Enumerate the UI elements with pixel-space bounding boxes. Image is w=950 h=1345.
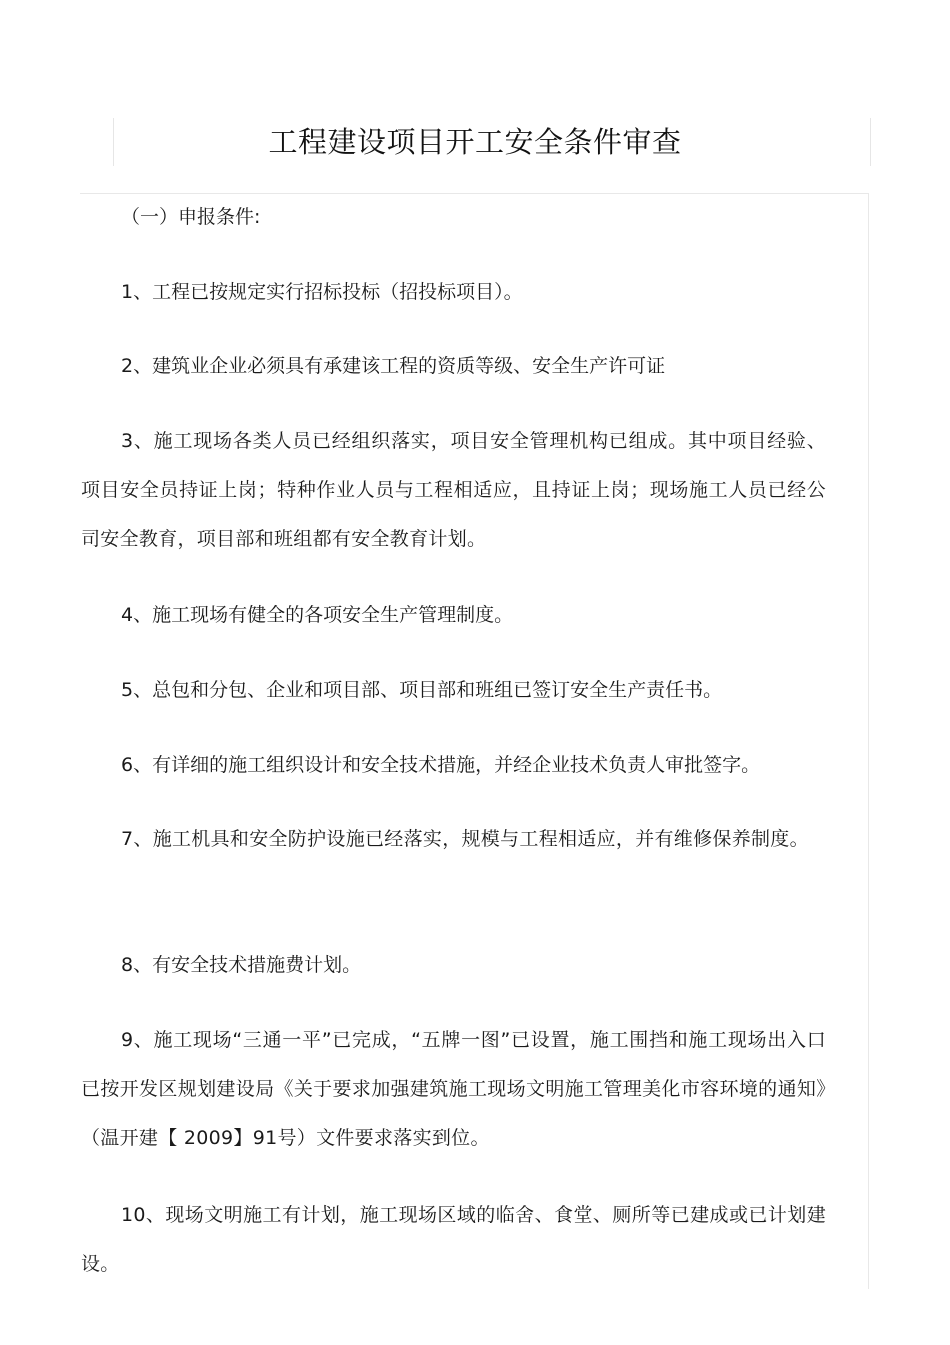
page-title: 工程建设项目开工安全条件审查 <box>268 125 682 159</box>
paragraph-3: 3、施工现场各类人员已经组织落实，项目安全管理机构已组成。其中项目经验、项目安全员持证上岗；特种作业人员与工程相适应，且持证上岗；现场施工人员已经公司安全教育，项目部和班组都有安全教育计划。 <box>81 430 826 550</box>
paragraph-9: 9、施工现场“三通一平”已完成，“五牌一图”已设置，施工围挡和施工现场出入口已按开发区规划建设局《关于要求加强建筑施工现场文明施工管理美化市容环境的通知》（温开建【 2009】91号）文件要求落实到位。 <box>81 1029 826 1149</box>
paragraph-8: 8、有安全技术措施费计划。 <box>121 954 362 976</box>
paragraph-6: 6、有详细的施工组织设计和安全技术措施，并经企业技术负责人审批签字。 <box>121 754 761 776</box>
section-heading: （一）申报条件: <box>121 206 261 228</box>
paragraph-4: 4、施工现场有健全的各项安全生产管理制度。 <box>121 604 514 626</box>
paragraph-5: 5、总包和分包、企业和项目部、项目部和班组已签订安全生产责任书。 <box>121 679 723 701</box>
paragraph-7: 7、施工机具和安全防护设施已经落实，规模与工程相适应，并有维修保养制度。 <box>121 828 809 850</box>
paragraph-10: 10、现场文明施工有计划，施工现场区域的临舍、食堂、厕所等已建成或已计划建设。 <box>81 1204 826 1275</box>
paragraph-1: 1、工程已按规定实行招标投标（招投标项目）。 <box>121 281 523 303</box>
paragraph-2: 2、建筑业企业必须具有承建该工程的资质等级、安全生产许可证 <box>121 355 666 377</box>
